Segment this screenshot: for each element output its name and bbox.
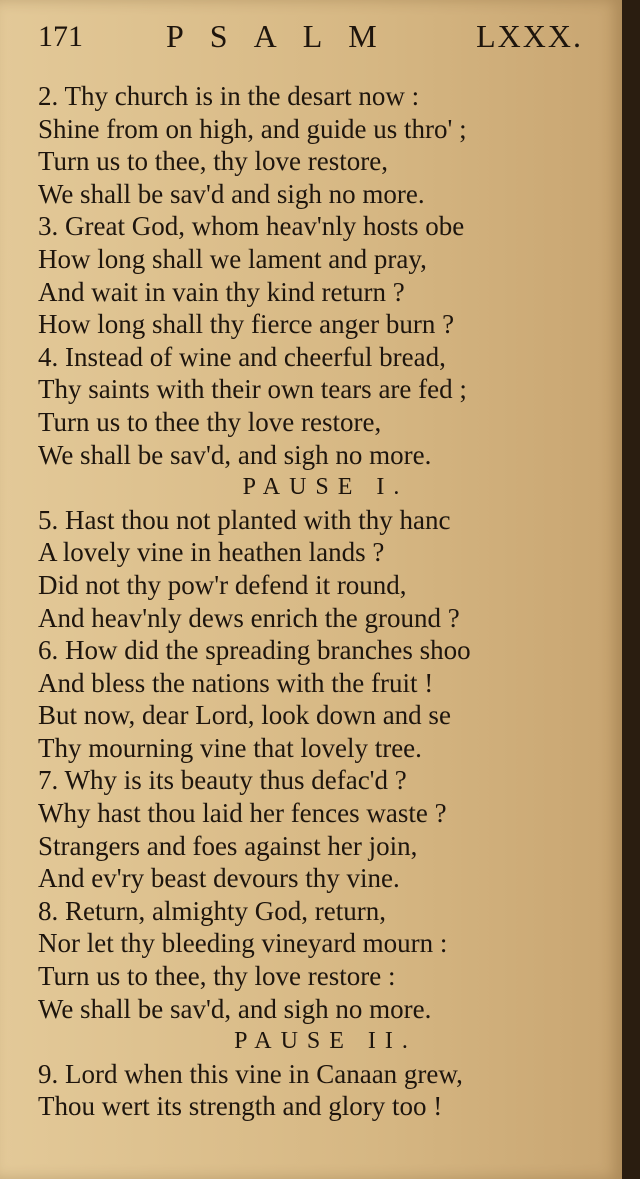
verse-line: And wait in vain thy kind return ? bbox=[38, 276, 405, 307]
verse-line: 6. How did the spreading branches shoo bbox=[38, 635, 471, 666]
book-gutter bbox=[622, 0, 640, 1179]
verse-line: A lovely vine in heathen lands ? bbox=[38, 537, 385, 568]
pause-heading: PAUSE II. bbox=[234, 1028, 417, 1055]
verse-line: We shall be sav'd, and sigh no more. bbox=[38, 439, 432, 470]
verse-line: Nor let thy bleeding vineyard mourn : bbox=[38, 928, 448, 959]
pause-heading: PAUSE I. bbox=[242, 474, 409, 501]
verse-line: 7. Why is its beauty thus defac'd ? bbox=[38, 765, 407, 796]
verse-line: Thy mourning vine that lovely tree. bbox=[38, 732, 422, 763]
verse-line: We shall be sav'd and sigh no more. bbox=[38, 178, 425, 209]
verse-line: And bless the nations with the fruit ! bbox=[38, 667, 434, 698]
page-header bbox=[38, 18, 583, 58]
page-number: 171 bbox=[38, 20, 83, 53]
running-title: PSALM bbox=[166, 18, 403, 54]
verse-line: And heav'nly dews enrich the ground ? bbox=[38, 602, 460, 633]
verse-line: Why hast thou laid her fences waste ? bbox=[38, 798, 447, 829]
psalm-number: LXXX. bbox=[476, 18, 583, 54]
verse-line: Turn us to thee, thy love restore, bbox=[38, 146, 388, 177]
verse-line: Thy saints with their own tears are fed ; bbox=[38, 374, 467, 405]
verse-line: How long shall we lament and pray, bbox=[38, 243, 427, 274]
verse-line: 9. Lord when this vine in Canaan grew, bbox=[38, 1058, 463, 1089]
verse-line: 2. Thy church is in the desart now : bbox=[38, 81, 420, 111]
verse-line: Thou wert its strength and glory too ! bbox=[38, 1091, 443, 1122]
verse-line: How long shall thy fierce anger burn ? bbox=[38, 309, 455, 340]
verse-line: Shine from on high, and guide us thro' ; bbox=[38, 113, 467, 144]
verse-line: But now, dear Lord, look down and se bbox=[38, 700, 451, 731]
verse-line: 4. Instead of wine and cheerful bread, bbox=[38, 341, 446, 372]
verse-line: 5. Hast thou not planted with thy hanc bbox=[38, 504, 451, 535]
psalm-text bbox=[38, 80, 613, 1123]
verse-line: 8. Return, almighty God, return, bbox=[38, 895, 386, 926]
verse-line: Did not thy pow'r defend it round, bbox=[38, 569, 407, 600]
verse-line: Turn us to thee thy love restore, bbox=[38, 406, 382, 437]
verse-line: Turn us to thee, thy love restore : bbox=[38, 961, 396, 992]
verse-line: Strangers and foes against her join, bbox=[38, 830, 418, 861]
verse-line: We shall be sav'd, and sigh no more. bbox=[38, 993, 432, 1024]
verse-line: 3. Great God, whom heav'nly hosts obe bbox=[38, 211, 465, 242]
verse-line: And ev'ry beast devours thy vine. bbox=[38, 863, 400, 894]
